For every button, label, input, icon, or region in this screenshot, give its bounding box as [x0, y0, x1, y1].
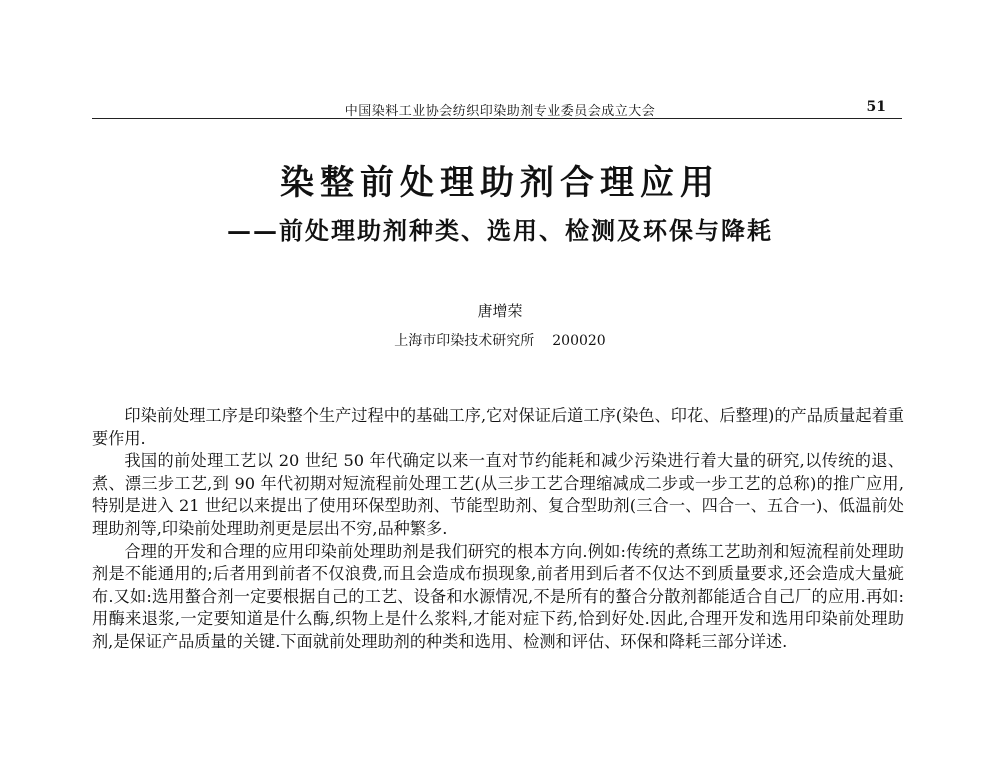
- page-number: 51: [866, 99, 886, 115]
- affiliation-institute: 上海市印染技术研究所: [394, 333, 535, 349]
- body-paragraph: 我国的前处理工艺以 20 世纪 50 年代确定以来一直对节约能耗和减少污染进行着大量的研究,以传统的退、煮、漂三步工艺,到 90 年代初期对短流程前处理工艺(从三步工艺合理缩减成二步或一步工艺的总称)的推广应用,特别是进入 21 世纪以来提出了使用环保型助剂、节能型助剂、复合型助剂(三合一、四合一、五合一)、低温前处理助剂等,印染前处理助剂更是层出不穷,品种繁多.: [92, 451, 904, 538]
- article-body: [92, 405, 904, 654]
- article-subtitle: ——前处理助剂种类、选用、检测及环保与降耗: [227, 216, 773, 245]
- body-paragraph: 印染前处理工序是印染整个生产过程中的基础工序,它对保证后道工序(染色、印花、后整理)的产品质量起着重要作用.: [92, 406, 904, 448]
- article-title: 染整前处理助剂合理应用: [280, 163, 720, 203]
- affiliation-postcode: 200020: [552, 333, 606, 349]
- running-title: 中国染料工业协会纺织印染助剂专业委员会成立大会: [344, 104, 656, 119]
- body-paragraph: 合理的开发和合理的应用印染前处理助剂是我们研究的根本方向.例如:传统的煮练工艺助剂和短流程前处理助剂是不能通用的;后者用到前者不仅浪费,而且会造成布损现象,前者用到后者不仅达不到质量要求,还会造成大量疵布.又如:选用螯合剂一定要根据自己的工艺、设备和水源情况,不是所有的螯合分散剂都能适合自己厂的应用.再如:用酶来退浆,一定要知道是什么酶,织物上是什么浆料,才能对症下药,恰到好处.因此,合理开发和选用印染前处理助剂,是保证产品质量的关键.下面就前处理助剂的种类和选用、检测和评估、环保和降耗三部分详述.: [92, 541, 904, 651]
- header-rule: [92, 118, 902, 119]
- author-name: 唐增荣: [477, 302, 523, 320]
- author-affiliation: [100, 330, 900, 350]
